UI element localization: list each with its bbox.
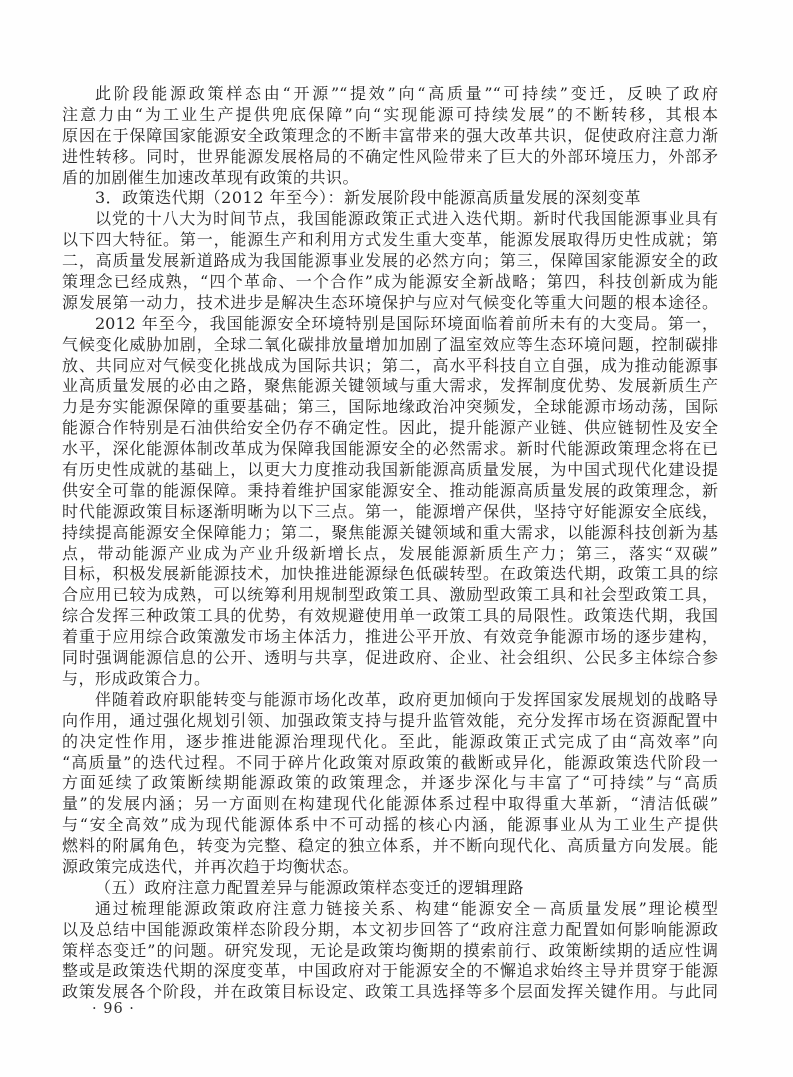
text-line: 的决定性作用，逐步推进能源治理现代化。至此，能源政策正式完成了由“高效率”向 [62, 731, 718, 751]
text-line: 策样态变迁”的问题。研究发现，无论是政策均衡期的摸索前行、政策断续期的适应性调 [62, 940, 718, 960]
text-line: 进性转移。同时，世界能源发展格局的不确定性风险带来了巨大的外部环境压力，外部矛 [62, 146, 718, 166]
text-line: 有历史性成就的基础上，以更大力度推动我国新能源高质量发展，为中国式现代化建设提 [62, 460, 718, 480]
text-line: 向作用，通过强化规划引领、加强政策支持与提升监管效能，充分发挥市场在资源配置中 [62, 710, 718, 730]
text-line: 燃料的附属角色，转变为完整、稳定的独立体系，并不断向现代化、高质量方向发展。能 [62, 836, 718, 856]
text-line: 持续提高能源安全保障能力；第二，聚焦能源关键领域和重大需求，以能源科技创新为基 [62, 522, 718, 542]
text-line: 方面延续了政策断续期能源政策的政策理念，并逐步深化与丰富了“可持续”与“高质 [62, 773, 718, 793]
heading-line: 3．政策迭代期（2012 年至今）：新发展阶段中能源高质量发展的深刻变革 [95, 188, 641, 208]
text-line: 2012 年至今，我国能源安全环境特别是国际环境面临着前所未有的大变局。第一， [95, 313, 718, 333]
text-line: 原因在于保障国家能源安全政策理念的不断丰富带来的强大改革共识，促使政府注意力渐 [62, 125, 718, 145]
text-line: 供安全可靠的能源保障。秉持着维护国家能源安全、推动能源高质量发展的政策理念，新 [62, 480, 718, 500]
text-line: 与，形成政策合力。 [62, 668, 211, 688]
text-line: 二，高质量发展新道路成为我国能源事业发展的必然方向；第三，保障国家能源安全的政 [62, 251, 718, 271]
text-line: 注意力由“为工业生产提供兜底保障”向“实现能源可持续发展”的不断转移，其根本 [62, 104, 718, 124]
text-line: 合应用已较为成熟，可以统筹利用规制型政策工具、激励型政策工具和社会型政策工具， [62, 585, 718, 605]
text-line: 水平，深化能源体制改革成为保障我国能源安全的必然需求。新时代能源政策理念将在已 [62, 439, 718, 459]
text-line: 业高质量发展的必由之路，聚焦能源关键领域与重大需求，发挥制度优势、发展新质生产 [62, 376, 718, 396]
text-line: 综合发挥三种政策工具的优势，有效规避使用单一政策工具的局限性。政策迭代期，我国 [62, 606, 718, 626]
document-body [62, 84, 718, 1003]
text-line: “高质量”的迭代过程。不同于碎片化政策对原政策的截断或异化，能源政策迭代阶段一 [62, 752, 718, 772]
heading-line: （五）政府注意力配置差异与能源政策样态变迁的逻辑理路 [95, 877, 525, 897]
text-line: 放、共同应对气候变化挑战成为国际共识；第二，高水平科技自立自强，成为推动能源事 [62, 355, 718, 375]
text-line: 盾的加剧催生加速改革现有政策的共识。 [62, 167, 360, 187]
text-line: 与“安全高效”成为现代能源体系中不可动摇的核心内涵，能源事业从为工业生产提供 [62, 815, 718, 835]
page-number: · 96 · [92, 1001, 135, 1017]
text-line: 力是夯实能源保障的重要基础；第三，国际地缘政治冲突频发，全球能源市场动荡，国际 [62, 397, 718, 417]
text-line: 能源合作特别是石油供给安全仍存不确定性。因此，提升能源产业链、供应链韧性及安全 [62, 418, 718, 438]
text-line: 策理念已经成熟，“四个革命、一个合作”成为能源安全新战略；第四，科技创新成为能 [62, 272, 718, 292]
text-line: 整或是政策迭代期的深度变革，中国政府对于能源安全的不懈追求始终主导并贯穿于能源 [62, 961, 718, 981]
text-line: 通过梳理能源政策政府注意力链接关系、构建“能源安全－高质量发展”理论模型 [95, 898, 718, 918]
text-line: 气候变化威胁加剧，全球二氧化碳排放量增加加剧了温室效应等生态环境问题，控制碳排 [62, 334, 718, 354]
text-line: 目标，积极发展新能源技术，加快推进能源绿色低碳转型。在政策迭代期，政策工具的综 [62, 564, 718, 584]
text-line: 同时强调能源信息的公开、透明与共享，促进政府、企业、社会组织、公民多主体综合参 [62, 648, 718, 668]
text-line: 以及总结中国能源政策样态阶段分期，本文初步回答了“政府注意力配置如何影响能源政 [62, 919, 718, 939]
text-line: 着重于应用综合政策激发市场主体活力，推进公平开放、有效竞争能源市场的逐步建构， [62, 627, 718, 647]
text-line: 以党的十八大为时间节点，我国能源政策正式进入迭代期。新时代我国能源事业具有 [95, 209, 718, 229]
text-line: 时代能源政策目标逐渐明晰为以下三点。第一，能源增产保供，坚持守好能源安全底线， [62, 501, 718, 521]
text-line: 点，带动能源产业成为产业升级新增长点，发展能源新质生产力；第三，落实“双碳” [62, 543, 718, 563]
text-line: 源政策完成迭代，并再次趋于均衡状态。 [62, 856, 360, 876]
text-line: 量”的发展内涵；另一方面则在构建现代化能源体系过程中取得重大革新，“清洁低碳” [62, 794, 718, 814]
text-line: 政策发展各个阶段，并在政策目标设定、政策工具选择等多个层面发挥关键作用。与此同 [62, 982, 718, 1002]
text-line: 伴随着政府职能转变与能源市场化改革，政府更加倾向于发挥国家发展规划的战略导 [95, 689, 718, 709]
text-line: 源发展第一动力，技术进步是解决生态环境保护与应对气候变化等重大问题的根本途径。 [62, 292, 718, 312]
text-line: 以下四大特征。第一，能源生产和利用方式发生重大变革，能源发展取得历史性成就；第 [62, 230, 718, 250]
text-line: 此阶段能源政策样态由“开源”“提效”向“高质量”“可持续”变迁，反映了政府 [95, 84, 718, 103]
